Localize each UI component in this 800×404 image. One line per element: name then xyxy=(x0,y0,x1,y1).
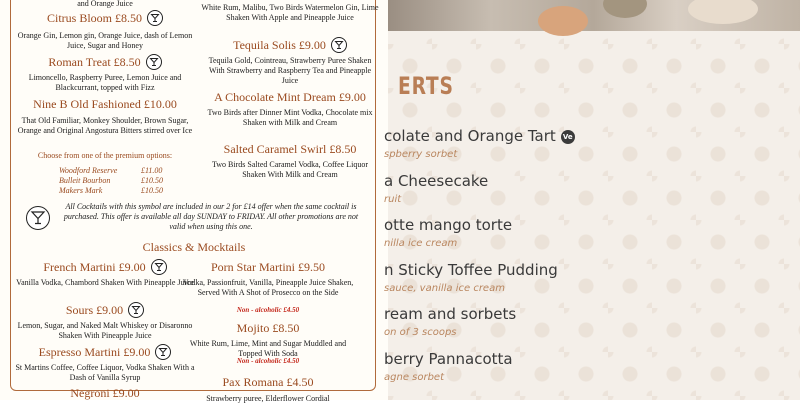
menu-item-title: A Chocolate Mint Dream £9.00 xyxy=(214,90,366,104)
menu-item-desc: Vodka, Passionfruit, Vanilla, Pineapple Juice Shaken, Served With A Shot of Prosecco on the Side xyxy=(182,278,354,297)
cocktail-glass-icon xyxy=(147,10,163,26)
menu-item-title: Tequila Solis £9.00 xyxy=(200,38,380,54)
cocktail-glass-icon xyxy=(128,302,144,318)
dessert-desc: nilla ice cream xyxy=(384,238,458,249)
dessert-desc: sauce, vanilla ice cream xyxy=(384,283,505,294)
classics-mocktails-heading: Classics & Mocktails xyxy=(142,240,246,254)
menu-item-title: Salted Caramel Swirl £8.50 xyxy=(223,142,357,156)
cocktail-glass-icon xyxy=(331,37,347,53)
menu-item-desc: Lemon, Sugar, and Naked Malt Whiskey or Disaronno Shaken With Pineapple Juice xyxy=(17,321,193,340)
dessert-name: otte mango torte xyxy=(384,216,513,234)
menu-item-title: Espresso Martini £9.00 xyxy=(15,345,195,361)
menu-item-title: Roman Treat £8.50 xyxy=(15,55,195,71)
menu-item-title: French Martini £9.00 xyxy=(15,260,195,276)
dessert-name: berry Pannacotta xyxy=(384,350,513,368)
menu-item-desc: Two Birds after Dinner Mint Vodka, Chocolate mix Shaken with Milk and Cream xyxy=(207,108,373,127)
menu-item-desc: That Old Familiar, Monkey Shoulder, Brown Sugar, Orange and Original Angostura Bitters stirred over Ice xyxy=(17,116,193,135)
dessert-desc: spberry sorbet xyxy=(384,149,458,160)
menu-item-desc: Strawberry puree, Elderflower Cordial xyxy=(206,394,330,403)
dessert-name: ream and sorbets xyxy=(384,305,517,323)
menu-item-title: Porn Star Martini £9.50 xyxy=(211,260,325,274)
premium-option: Bulleit Bourbon £10.50 xyxy=(59,176,163,185)
desserts-menu-page xyxy=(384,0,800,400)
menu-item-desc: Tequila Gold, Cointreau, Strawberry Puree Shaken With Strawberry and Raspberry Tea and Pineapple Juice xyxy=(208,56,372,85)
menu-item-title: Pax Romana £4.50 xyxy=(222,375,314,389)
menu-item-title: Citrus Bloom £8.50 xyxy=(15,11,195,27)
menu-item-desc: Limoncello, Raspberry Puree, Lemon Juice and Blackcurrant, topped with Fizz xyxy=(28,73,182,92)
cocktail-menu-page xyxy=(0,0,388,403)
premium-options-heading: Choose from one of the premium options: xyxy=(37,151,173,160)
dessert-name: a Cheesecake xyxy=(384,172,489,190)
photo-detail xyxy=(603,0,647,18)
non-alcoholic-price: Non - alcoholic £4.50 xyxy=(236,357,300,365)
menu-item-title: Mojito £8.50 xyxy=(236,321,300,335)
cocktail-glass-icon xyxy=(151,259,167,275)
premium-option: Woodford Reserve £11.00 xyxy=(59,166,163,175)
dessert-name: colate and Orange Tart Ve xyxy=(384,127,575,145)
offer-note-text: All Cocktails with this symbol are included in our 2 for £14 offer when the same cocktail is purchased. This offer is available all day SUNDAY to FRIDAY. All other promotions are not valid when using this one. xyxy=(63,202,359,231)
food-photo xyxy=(388,0,800,31)
non-alcoholic-price: Non - alcoholic £4.50 xyxy=(236,306,300,314)
menu-item-desc: and Orange Juice xyxy=(77,0,133,8)
cocktail-glass-icon xyxy=(26,206,50,230)
photo-detail xyxy=(688,0,758,24)
menu-item-desc: White Rum, Lime, Mint and Sugar Muddled and Topped With Soda xyxy=(189,339,347,358)
menu-item-desc: St Martins Coffee, Coffee Liquor, Vodka Shaken With a Dash of Vanilla Syrup xyxy=(15,363,195,382)
dessert-desc: ruit xyxy=(384,194,402,205)
dessert-desc: on of 3 scoops xyxy=(384,327,457,338)
desserts-heading: ERTS xyxy=(398,72,454,100)
cocktail-glass-icon xyxy=(146,54,162,70)
menu-item-desc: White Rum, Malibu, Two Birds Watermelon Gin, Lime Shaken With Apple and Pineapple Juice xyxy=(201,3,379,22)
menu-item-desc: Vanilla Vodka, Chambord Shaken With Pineapple Juice xyxy=(16,278,194,287)
dessert-desc: agne sorbet xyxy=(384,372,445,383)
premium-option: Makers Mark £10.50 xyxy=(59,186,163,195)
menu-item-desc: Two Birds Salted Caramel Vodka, Coffee Liquor Shaken With Milk and Cream xyxy=(211,160,369,179)
menu-item-title: Sours £9.00 xyxy=(15,303,195,319)
menu-item-title: Negroni £9.00 xyxy=(70,386,140,400)
menu-item-title: Nine B Old Fashioned £10.00 xyxy=(33,97,177,111)
photo-detail xyxy=(538,6,588,36)
vegan-badge: Ve xyxy=(561,130,575,144)
cocktail-glass-icon xyxy=(155,344,171,360)
dessert-name: n Sticky Toffee Pudding xyxy=(384,261,558,279)
menu-item-desc: Orange Gin, Lemon gin, Orange Juice, dash of Lemon Juice, Sugar and Honey xyxy=(17,31,193,50)
